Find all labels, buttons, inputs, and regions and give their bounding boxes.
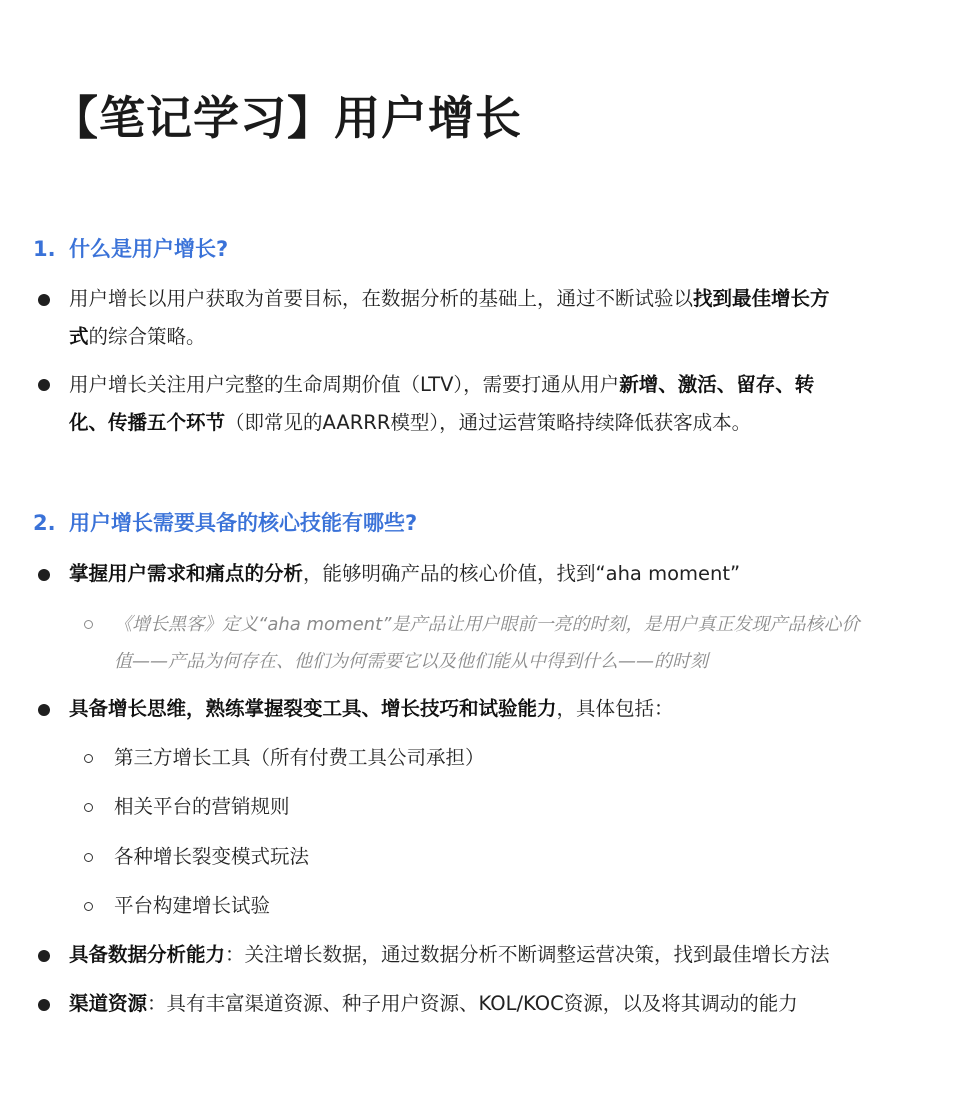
page-title: 【笔记学习】用户增长 [52,91,522,145]
section-2-number: 2. [33,511,56,535]
bullet-text: ，具体包括： [556,697,674,720]
bullet-text: （即常见的AARRR模型），通过运营策略持续降低获客成本。 [225,411,752,434]
bullet-emphasis: 掌握用户需求和痛点的分析 [69,562,304,585]
section-2-heading [33,508,417,538]
section-1-bullet-2 [69,366,939,442]
bullet-emphasis: 渠道资源 [69,992,148,1015]
bullet-dot [38,999,50,1011]
bullet-text: 用户增长以用户获取为首要目标，在数据分析的基础上，通过不断试验以 [69,287,694,310]
bullet-text: ：关注增长数据，通过数据分析不断调整运营决策，找到最佳增长方法 [225,943,830,966]
sub-item: 相关平台的营销规则 [114,795,290,818]
sub-item: 各种增长裂变模式玩法 [114,845,310,868]
bullet-dot [38,294,50,306]
sub-bullet-ring [84,853,93,862]
bullet-dot [38,379,50,391]
bullet-dot [38,569,50,581]
bullet-dot [38,950,50,962]
bullet-emphasis: 新增、激活、留存、转 [619,373,815,396]
bullet-emphasis: 具备数据分析能力 [69,943,226,966]
section-2-bullet-1 [69,555,939,593]
bullet-text: ，能够明确产品的核心价值，找到“aha moment” [303,562,741,585]
bullet-emphasis: 具备增长思维，熟练掌握裂变工具、增长技巧和试验能力 [69,697,557,720]
aha-moment-quote [114,606,934,680]
bullet-emphasis: 找到最佳增长方 [693,287,830,310]
section-2-bullet-2 [69,690,939,728]
section-2-bullet-3 [69,936,939,974]
quote-line: 《增长黑客》定义“aha moment”是产品让用户眼前一亮的时刻，是用户真正发现产品核心价 [114,614,860,635]
sub-item: 平台构建增长试验 [114,894,271,917]
bullet-emphasis: 化、传播五个环节 [69,411,226,434]
quote-line: 值——产品为何存在、他们为何需要它以及他们能从中得到什么——的时刻 [114,651,708,672]
section-2-bullet-4 [69,985,939,1023]
section-2-heading-text: 用户增长需要具备的核心技能有哪些? [69,511,418,535]
bullet-text: 的综合策略。 [88,325,206,348]
sub-item: 第三方增长工具（所有付费工具公司承担） [114,746,485,769]
section-1-bullet-1 [69,280,939,356]
sub-bullet-ring [84,803,93,812]
bullet-text: 用户增长关注用户完整的生命周期价值（LTV），需要打通从用户 [69,373,620,396]
sub-bullet-ring [84,620,93,629]
section-1-heading [33,234,228,264]
bullet-dot [38,704,50,716]
bullet-emphasis: 式 [69,325,89,348]
bullet-text: ：具有丰富渠道资源、种子用户资源、KOL/KOC资源，以及将其调动的能力 [147,992,798,1015]
section-1-heading-text: 什么是用户增长? [69,237,229,261]
sub-bullet-ring [84,902,93,911]
section-1-number: 1. [33,237,56,261]
sub-bullet-ring [84,754,93,763]
